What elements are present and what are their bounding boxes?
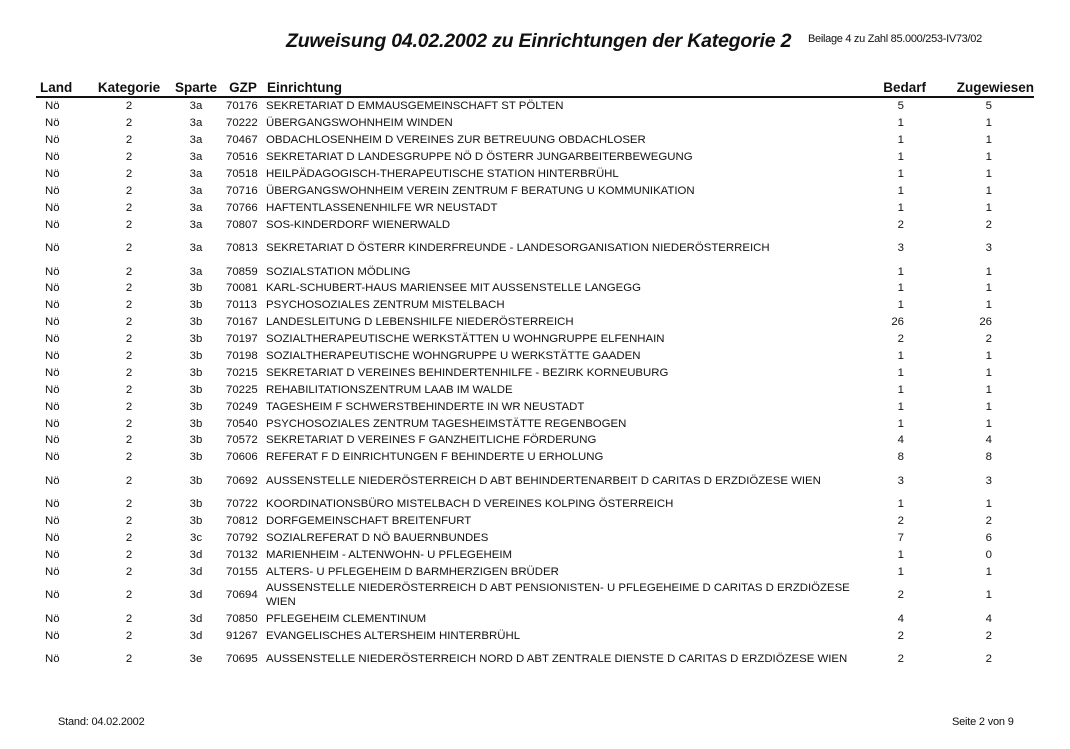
table-row [36,449,1034,466]
cell-gzp: 70694 [226,589,258,602]
cell-einrichtung: ÜBERGANGSWOHNHEIM VEREIN ZENTRUM F BERATUNG U KOMMUNIKATION [266,184,695,197]
cell-sparte: 3d [189,629,203,642]
cell-gzp: 70540 [226,417,258,430]
cell-gzp: 70812 [226,515,258,528]
table-row [36,415,1034,432]
cell-land: Nö [45,168,60,180]
cell-bedarf: 7 [897,532,904,545]
cell-zugewiesen: 2 [985,218,992,231]
cell-kategorie: 2 [125,532,133,545]
cell-kategorie: 2 [125,100,133,113]
cell-zugewiesen: 6 [985,532,992,545]
cell-land: Nö [45,218,60,231]
column-header-gzp: GZP [229,80,257,95]
cell-land: Nö [45,532,60,545]
cell-sparte: 3a [189,151,203,164]
cell-einrichtung: SEKRETARIAT D VEREINES BEHINDERTENHILFE - BEZIRK KORNEUBURG [266,366,669,379]
cell-zugewiesen: 1 [985,201,992,214]
cell-land: Nö [45,400,60,413]
cell-gzp: 70807 [226,218,258,231]
cell-sparte: 3a [189,265,203,278]
cell-sparte: 3b [189,350,203,363]
table-row [36,381,1034,398]
cell-zugewiesen: 8 [985,451,992,464]
cell-bedarf: 4 [897,612,904,625]
cell-gzp: 70155 [226,565,258,578]
table-row [36,132,1034,149]
cell-sparte: 3b [189,316,203,329]
cell-bedarf: 2 [897,218,904,231]
table-row [36,530,1034,547]
cell-einrichtung: TAGESHEIM F SCHWERSTBEHINDERTE IN WR NEUSTADT [266,400,585,413]
cell-kategorie: 2 [125,151,133,164]
table-row [36,115,1034,132]
cell-land: Nö [45,316,60,329]
cell-zugewiesen: 3 [985,242,992,255]
cell-bedarf: 1 [897,400,904,413]
cell-einrichtung: ÜBERGANGSWOHNHEIM WINDEN [266,117,453,130]
table-row [36,297,1034,314]
cell-sparte: 3b [189,474,203,487]
table-row [36,496,1034,513]
cell-sparte: 3b [189,400,203,413]
cell-land: Nö [45,333,60,346]
cell-einrichtung: LANDESLEITUNG D LEBENSHILFE NIEDERÖSTERREICH [266,316,574,329]
cell-einrichtung: KARL-SCHUBERT-HAUS MARIENSEE MIT AUSSENSTELLE LANGEGG [266,282,641,295]
cell-gzp: 70113 [226,299,257,312]
cell-land: Nö [45,629,60,642]
cell-zugewiesen: 1 [985,282,992,295]
column-header-einrichtung: Einrichtung [267,80,342,95]
cell-sparte: 3d [189,589,203,602]
cell-kategorie: 2 [125,400,133,413]
cell-einrichtung: AUSSENSTELLE NIEDERÖSTERREICH D ABT BEHINDERTENARBEIT D CARITAS D ERZDIÖZESE WIEN [266,474,821,487]
cell-bedarf: 2 [897,589,904,602]
cell-gzp: 70467 [226,134,258,147]
cell-kategorie: 2 [125,548,133,561]
cell-sparte: 3d [189,548,203,561]
cell-bedarf: 3 [897,242,904,255]
table-row [36,644,1034,674]
cell-land: Nö [45,451,60,464]
cell-kategorie: 2 [125,383,133,396]
table-row [36,563,1034,580]
table-row [36,348,1034,365]
cell-kategorie: 2 [125,366,133,379]
cell-land: Nö [45,417,60,430]
cell-zugewiesen: 1 [985,168,992,180]
cell-bedarf: 1 [897,366,904,379]
table-row [36,546,1034,563]
cell-bedarf: 2 [897,515,904,528]
table-row [36,263,1034,280]
cell-sparte: 3a [189,218,203,231]
cell-einrichtung: REHABILITATIONSZENTRUM LAAB IM WALDE [266,383,513,396]
cell-kategorie: 2 [125,498,133,511]
column-header-sparte: Sparte [174,80,218,95]
cell-gzp: 70859 [226,265,258,278]
cell-einrichtung: REFERAT F D EINRICHTUNGEN F BEHINDERTE U ERHOLUNG [266,451,604,464]
table-row [36,182,1034,199]
cell-zugewiesen: 26 [979,316,992,329]
cell-land: Nö [45,282,60,295]
table-row [36,166,1034,183]
cell-einrichtung: AUSSENSTELLE NIEDERÖSTERREICH NORD D ABT ZENTRALE DIENSTE D CARITAS D ERZDIÖZESE WIEN [266,653,848,666]
cell-zugewiesen: 1 [985,134,992,147]
cell-einrichtung: SOS-KINDERDORF WIENERWALD [266,218,451,231]
table-row [36,627,1034,644]
footer-date: Stand: 04.02.2002 [58,716,145,728]
cell-einrichtung: OBDACHLOSENHEIM D VEREINES ZUR BETREUUNG OBDACHLOSER [266,134,646,147]
table-row [36,314,1034,331]
cell-land: Nö [45,434,60,447]
cell-land: Nö [45,548,60,561]
cell-kategorie: 2 [125,515,133,528]
cell-einrichtung: ALTERS- U PFLEGEHEIM D BARMHERZIGEN BRÜDER [266,565,559,578]
cell-einrichtung: SOZIALREFERAT D NÖ BAUERNBUNDES [266,532,489,545]
cell-bedarf: 1 [897,184,904,197]
cell-bedarf: 2 [897,629,904,642]
cell-kategorie: 2 [125,474,133,487]
cell-land: Nö [45,100,60,113]
cell-einrichtung: HAFTENTLASSENENHILFE WR NEUSTADT [266,201,498,214]
cell-einrichtung: SEKRETARIAT D LANDESGRUPPE NÖ D ÖSTERR JUNGARBEITERBEWEGUNG [266,151,693,164]
cell-einrichtung: SEKRETARIAT D VEREINES F GANZHEITLICHE FÖRDERUNG [266,434,597,447]
cell-gzp: 70225 [226,383,258,396]
cell-zugewiesen: 1 [985,498,992,511]
cell-bedarf: 1 [897,134,904,147]
cell-bedarf: 1 [897,350,904,363]
cell-kategorie: 2 [125,589,133,602]
cell-kategorie: 2 [125,612,133,625]
cell-kategorie: 2 [125,168,133,180]
cell-land: Nö [45,515,60,528]
cell-land: Nö [45,474,60,487]
cell-bedarf: 1 [897,548,904,561]
cell-sparte: 3b [189,515,203,528]
cell-zugewiesen: 1 [985,565,992,578]
cell-land: Nö [45,265,60,278]
cell-zugewiesen: 1 [985,400,992,413]
cell-gzp: 70167 [226,316,258,329]
column-header-land: Land [40,80,73,95]
cell-kategorie: 2 [125,653,133,666]
cell-land: Nö [45,498,60,511]
cell-kategorie: 2 [125,350,133,363]
table-row [36,149,1034,166]
cell-gzp: 70766 [226,201,258,214]
cell-einrichtung: SEKRETARIAT D EMMAUSGEMEINSCHAFT ST PÖLTEN [266,100,564,113]
cell-zugewiesen: 2 [985,653,992,666]
table-row [36,216,1034,233]
cell-einrichtung: HEILPÄDAGOGISCH-THERAPEUTISCHE STATION HINTERBRÜHL [266,168,619,180]
cell-bedarf: 1 [897,565,904,578]
cell-einrichtung: PSYCHOSOZIALES ZENTRUM MISTELBACH [266,299,505,312]
cell-kategorie: 2 [125,242,133,255]
column-header-zugewiesen: Zugewiesen [956,80,1034,95]
cell-einrichtung: MARIENHEIM - ALTENWOHN- U PFLEGEHEIM [266,548,512,561]
cell-bedarf: 1 [897,168,904,180]
cell-zugewiesen: 5 [985,100,992,113]
cell-sparte: 3e [189,653,203,666]
cell-land: Nö [45,589,60,602]
cell-zugewiesen: 1 [985,265,992,278]
cell-sparte: 3c [189,532,203,545]
cell-zugewiesen: 2 [985,333,992,346]
cell-gzp: 70695 [226,653,258,666]
cell-einrichtung: PFLEGEHEIM CLEMENTINUM [266,612,427,625]
cell-sparte: 3a [189,184,203,197]
cell-gzp: 70215 [226,366,258,379]
cell-kategorie: 2 [125,434,133,447]
table-body [36,97,1034,674]
cell-kategorie: 2 [125,117,133,130]
cell-gzp: 70518 [226,168,258,180]
cell-zugewiesen: 1 [985,366,992,379]
cell-land: Nö [45,242,60,255]
cell-gzp: 70516 [226,151,258,164]
cell-zugewiesen: 3 [985,474,992,487]
cell-land: Nö [45,350,60,363]
cell-bedarf: 8 [897,451,904,464]
cell-bedarf: 1 [897,383,904,396]
cell-gzp: 70081 [226,282,258,295]
cell-bedarf: 1 [897,265,904,278]
table-row [36,513,1034,530]
cell-zugewiesen: 2 [985,629,992,642]
cell-kategorie: 2 [125,417,133,430]
cell-sparte: 3b [189,282,203,295]
cell-sparte: 3b [189,366,203,379]
cell-land: Nö [45,299,60,312]
cell-gzp: 70198 [226,350,258,363]
cell-zugewiesen: 1 [985,383,992,396]
cell-kategorie: 2 [125,299,133,312]
cell-zugewiesen: 4 [985,612,992,625]
cell-einrichtung: SOZIALTHERAPEUTISCHE WOHNGRUPPE U WERKSTÄTTE GAADEN [266,350,641,363]
cell-land: Nö [45,201,60,214]
table-row [36,432,1034,449]
cell-zugewiesen: 1 [985,417,992,430]
cell-einrichtung: SEKRETARIAT D ÖSTERR KINDERFREUNDE - LANDESORGANISATION NIEDERÖSTERREICH [266,242,770,255]
cell-sparte: 3d [189,565,203,578]
cell-sparte: 3b [189,417,203,430]
cell-kategorie: 2 [125,333,133,346]
cell-kategorie: 2 [125,218,133,231]
cell-einrichtung: SOZIALSTATION MÖDLING [266,265,411,278]
cell-bedarf: 5 [897,100,904,113]
cell-bedarf: 2 [897,653,904,666]
cell-sparte: 3a [189,134,203,147]
cell-land: Nö [45,565,60,578]
cell-kategorie: 2 [125,282,133,295]
cell-zugewiesen: 4 [985,434,992,447]
cell-zugewiesen: 1 [985,350,992,363]
cell-sparte: 3a [189,168,203,180]
cell-gzp: 70716 [226,184,258,197]
table-row [36,364,1034,381]
cell-gzp: 70176 [226,100,258,113]
cell-sparte: 3b [189,498,203,511]
cell-sparte: 3b [189,299,203,312]
cell-gzp: 70197 [226,333,258,346]
cell-land: Nö [45,134,60,147]
cell-sparte: 3b [189,434,203,447]
cell-einrichtung: KOORDINATIONSBÜRO MISTELBACH D VEREINES KOLPING ÖSTERREICH [266,498,674,511]
table-row [36,398,1034,415]
cell-bedarf: 2 [897,333,904,346]
cell-kategorie: 2 [125,201,133,214]
cell-kategorie: 2 [125,265,133,278]
cell-bedarf: 1 [897,417,904,430]
cell-bedarf: 1 [897,117,904,130]
cell-land: Nö [45,117,60,130]
cell-sparte: 3a [189,117,203,130]
cell-einrichtung: EVANGELISCHES ALTERSHEIM HINTERBRÜHL [266,629,521,642]
cell-bedarf: 1 [897,299,904,312]
cell-sparte: 3a [189,100,203,113]
table-row [36,199,1034,216]
table-row [36,331,1034,348]
cell-kategorie: 2 [125,134,133,147]
cell-land: Nö [45,383,60,396]
cell-zugewiesen: 1 [985,117,992,130]
cell-gzp: 70222 [226,117,258,130]
table-row [36,97,1034,115]
cell-zugewiesen: 2 [985,515,992,528]
cell-gzp: 70692 [226,474,258,487]
cell-bedarf: 4 [897,434,904,447]
cell-zugewiesen: 1 [985,299,992,312]
cell-gzp: 70606 [226,451,258,464]
cell-bedarf: 3 [897,474,904,487]
cell-sparte: 3b [189,383,203,396]
table-header-row [36,80,1034,97]
cell-kategorie: 2 [125,629,133,642]
cell-zugewiesen: 1 [985,151,992,164]
cell-sparte: 3b [189,333,203,346]
cell-gzp: 70249 [226,400,258,413]
column-header-kategorie: Kategorie [97,80,161,95]
cell-kategorie: 2 [125,316,133,329]
table-row [36,233,1034,263]
cell-sparte: 3a [189,201,203,214]
table-row [36,280,1034,297]
cell-land: Nö [45,184,60,197]
cell-zugewiesen: 1 [985,589,992,602]
cell-land: Nö [45,612,60,625]
cell-gzp: 70572 [226,434,258,447]
cell-einrichtung: DORFGEMEINSCHAFT BREITENFURT [266,515,472,528]
table-row [36,610,1034,627]
cell-gzp: 70792 [226,532,258,545]
cell-einrichtung: PSYCHOSOZIALES ZENTRUM TAGESHEIMSTÄTTE REGENBOGEN [266,417,627,430]
cell-bedarf: 1 [897,498,904,511]
cell-land: Nö [45,653,60,666]
allocation-table [36,80,1034,674]
cell-kategorie: 2 [125,565,133,578]
cell-zugewiesen: 0 [985,548,992,561]
cell-bedarf: 1 [897,282,904,295]
cell-kategorie: 2 [125,451,133,464]
cell-land: Nö [45,366,60,379]
page-number: Seite 2 von 9 [952,716,1014,728]
cell-kategorie: 2 [125,184,133,197]
page-title: Zuweisung 04.02.2002 zu Einrichtungen der Kategorie 2 [286,30,792,52]
cell-bedarf: 1 [897,151,904,164]
table-row [36,466,1034,496]
cell-gzp: 70850 [226,612,258,625]
column-header-bedarf: Bedarf [883,80,926,95]
cell-bedarf: 1 [897,201,904,214]
cell-gzp: 70722 [226,498,258,511]
cell-einrichtung: AUSSENSTELLE NIEDERÖSTERREICH D ABT PENSIONISTEN- U PFLEGEHEIME D CARITAS D ERZDIÖZESE WIEN [266,582,850,609]
cell-sparte: 3b [189,451,203,464]
cell-bedarf: 26 [891,316,904,329]
cell-gzp: 91267 [226,629,258,642]
cell-land: Nö [45,151,60,164]
table-row [36,580,1034,610]
cell-sparte: 3a [189,242,203,255]
reference-number: Beilage 4 zu Zahl 85.000/253-IV73/02 [808,33,982,45]
cell-einrichtung: SOZIALTHERAPEUTISCHE WERKSTÄTTEN U WOHNGRUPPE ELFENHAIN [266,333,665,346]
cell-gzp: 70813 [226,242,258,255]
cell-zugewiesen: 1 [985,184,992,197]
cell-gzp: 70132 [226,548,258,561]
cell-sparte: 3d [189,612,203,625]
